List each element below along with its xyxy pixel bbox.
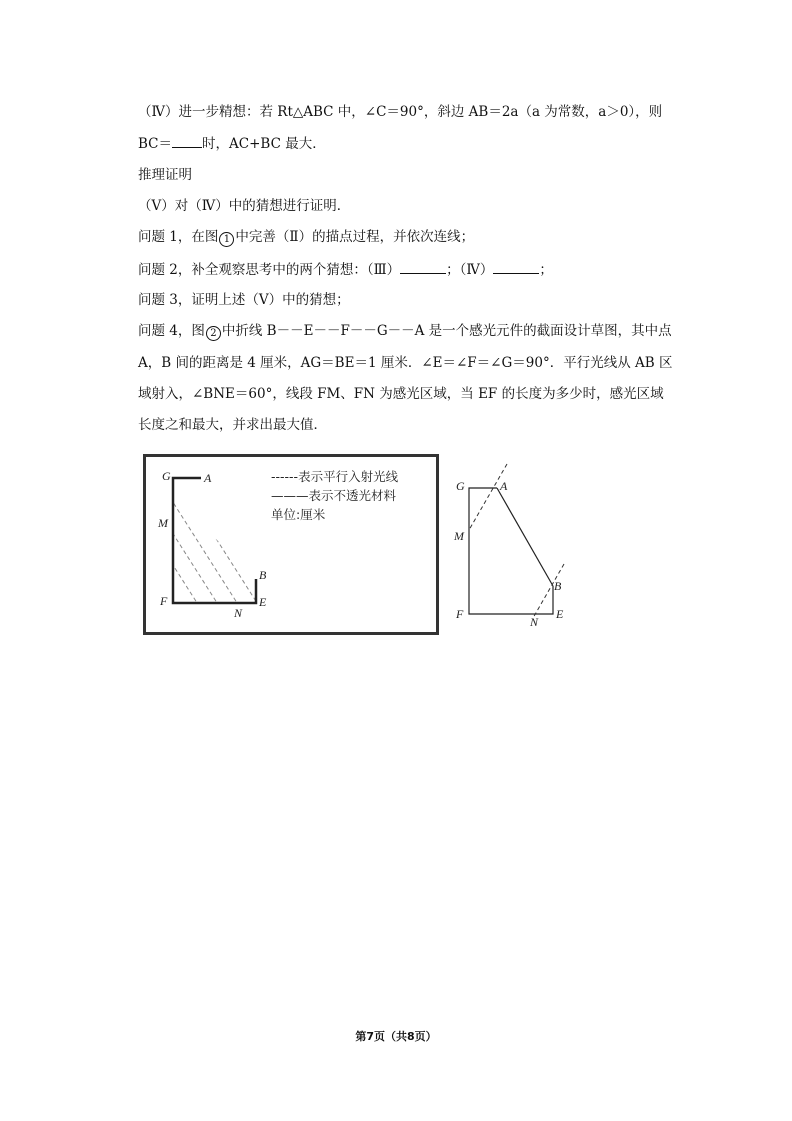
bc-label: BC＝ bbox=[138, 136, 173, 152]
fig2-label-n: N bbox=[530, 615, 539, 629]
question-4-line bbox=[138, 321, 678, 341]
question-4-line-2: A，B 间的距离是 4 厘米，AG＝BE＝1 厘米．∠E＝∠F＝∠G＝90°．平行光线从 AB 区 bbox=[138, 355, 673, 371]
fig2-label-a: A bbox=[500, 479, 508, 493]
fig1-label-e: E bbox=[259, 595, 267, 609]
question-1-prefix: 问题 1，在图 bbox=[138, 229, 219, 245]
fig2-segment-ab bbox=[497, 488, 553, 586]
fig1-label-m: M bbox=[158, 516, 168, 530]
question-4-line-4: 长度之和最大，并求出最大值． bbox=[138, 417, 327, 433]
circled-number-1: 1 bbox=[219, 232, 234, 247]
bc-suffix: 时，AC+BC 最大． bbox=[202, 136, 326, 152]
condition-iv-answer-line bbox=[138, 133, 678, 154]
legend-dashed-line: ------表示平行入射光线 bbox=[271, 469, 399, 484]
fig2-light-line-am bbox=[469, 464, 507, 530]
question-1-line bbox=[138, 227, 678, 247]
item-v-line: （Ⅴ）对（Ⅳ）中的猜想进行证明． bbox=[138, 198, 351, 214]
conjecture-iv-blank[interactable] bbox=[493, 259, 539, 274]
figure-2-diagram bbox=[450, 458, 580, 633]
page-footer: 第7页（共8页） bbox=[355, 1030, 437, 1043]
conjecture-iii-blank[interactable] bbox=[400, 259, 446, 274]
fig1-label-n: N bbox=[234, 606, 243, 620]
question-4-suffix: 中折线 B－－E－－F－－G－－A 是一个感光元件的截面设计草图，其中点 bbox=[221, 323, 672, 339]
fig1-label-a: A bbox=[204, 471, 212, 485]
fig2-label-b: B bbox=[554, 579, 562, 593]
circled-number-2: 2 bbox=[206, 326, 221, 341]
fig2-label-m: M bbox=[454, 529, 464, 543]
fig2-polyline-befga bbox=[469, 488, 553, 614]
question-4-line-3: 域射入，∠BNE＝60°，线段 FM、FN 为感光区域，当 EF 的长度为多少时，感光区域 bbox=[138, 386, 664, 402]
legend-unit: 单位:厘米 bbox=[271, 507, 326, 522]
condition-iv-line: （Ⅳ）进一步精想：若 Rt△ABC 中，∠C＝90°，斜边 AB＝2a（a 为常数，a＞0），则 bbox=[138, 104, 663, 120]
fig1-label-g: G bbox=[162, 469, 171, 483]
figure-1-diagram bbox=[146, 457, 436, 632]
question-2-prefix: 问题 2，补全观察思考中的两个猜想：（Ⅲ） bbox=[138, 262, 401, 278]
question-2-middle: ；（Ⅳ） bbox=[446, 262, 494, 278]
section-heading-proof: 推理证明 bbox=[138, 167, 192, 183]
question-1-suffix: 中完善（Ⅱ）的描点过程，并依次连线； bbox=[235, 229, 475, 245]
question-3-line: 问题 3，证明上述（Ⅴ）中的猜想； bbox=[138, 292, 350, 308]
fig2-label-g: G bbox=[456, 479, 465, 493]
question-4-prefix: 问题 4，图 bbox=[138, 323, 205, 339]
fig2-label-e: E bbox=[556, 607, 564, 621]
legend-solid-line: ———表示不透光材料 bbox=[271, 488, 397, 503]
question-2-line bbox=[138, 259, 678, 280]
fig1-label-b: B bbox=[259, 568, 267, 582]
fig1-label-f: F bbox=[160, 594, 168, 608]
bc-answer-blank[interactable] bbox=[172, 133, 202, 148]
figure-1-box bbox=[143, 454, 439, 635]
fig2-label-f: F bbox=[456, 607, 464, 621]
question-2-end: ； bbox=[539, 262, 553, 278]
opaque-material-outline bbox=[173, 478, 256, 603]
